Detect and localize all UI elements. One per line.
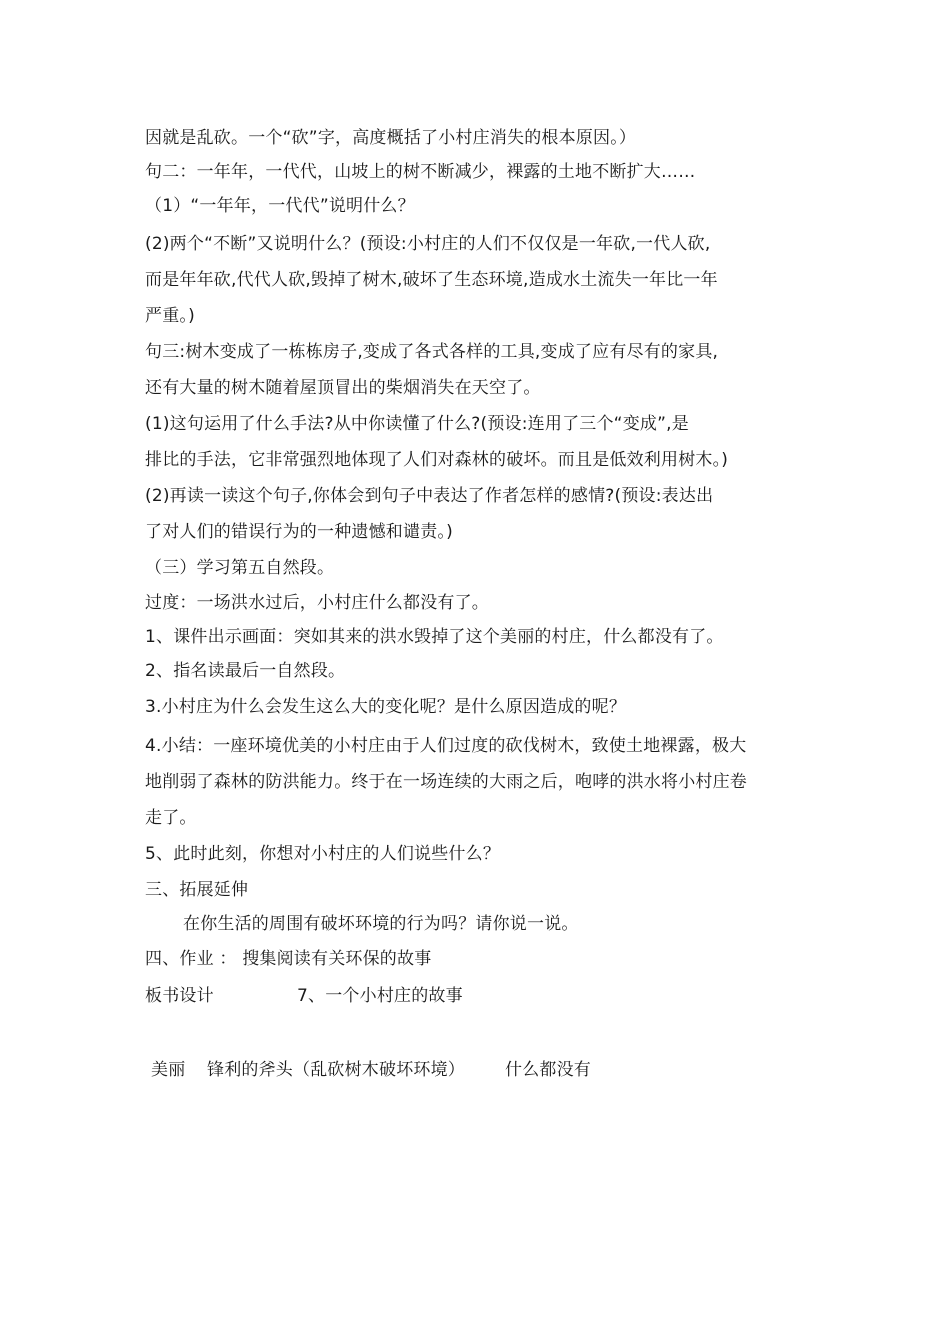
board-item-beautiful: 美丽 xyxy=(151,1060,186,1080)
section-heading: 三、拓展延伸 xyxy=(145,880,249,900)
text-line: 在你生活的周围有破坏环境的行为吗？请你说一说。 xyxy=(183,914,579,934)
board-design-title: 7、一个小村庄的故事 xyxy=(297,986,463,1006)
text-line: 过度：一场洪水过后，小村庄什么都没有了。 xyxy=(145,593,489,613)
text-line: 因就是乱砍。一个“砍”字，高度概括了小村庄消失的根本原因。） xyxy=(145,128,637,148)
text-line: 句二：一年年，一代代，山坡上的树不断减少，裸露的土地不断扩大…… xyxy=(145,162,696,182)
text-line: (1)这句运用了什么手法?从中你读懂了什么?(预设:连用了三个“变成”,是 xyxy=(145,414,689,434)
list-item: 5、此时此刻，你想对小村庄的人们说些什么？ xyxy=(145,844,501,864)
text-line: 还有大量的树木随着屋顶冒出的柴烟消失在天空了。 xyxy=(145,378,541,398)
text-line: 走了。 xyxy=(145,808,197,828)
text-line: (2)两个“不断”又说明什么？(预设:小村庄的人们不仅仅是一年砍,一代人砍, xyxy=(145,234,711,254)
board-item-nothing: 什么都没有 xyxy=(505,1060,591,1080)
text-line: （1）“一年年，一代代”说明什么？ xyxy=(145,196,415,216)
text-line: 句三:树木变成了一栋栋房子,变成了各式各样的工具,变成了应有尽有的家具, xyxy=(145,342,719,362)
list-item: 3.小村庄为什么会发生这么大的变化呢？是什么原因造成的呢？ xyxy=(145,697,627,717)
section-heading: （三）学习第五自然段。 xyxy=(145,558,335,578)
list-item: 1、课件出示画面：突如其来的洪水毁掉了这个美丽的村庄，什么都没有了。 xyxy=(145,627,724,647)
text-line: 严重。) xyxy=(145,306,195,326)
text-line: (2)再读一读这个句子,你体会到句子中表达了作者怎样的感情?(预设:表达出 xyxy=(145,486,714,506)
list-item: 4.小结：一座环境优美的小村庄由于人们过度的砍伐树木，致使土地裸露，极大 xyxy=(145,736,747,756)
text-line: 排比的手法，它非常强烈地体现了人们对森林的破坏。而且是低效利用树木。) xyxy=(145,450,729,470)
board-item-axe: 锋利的斧头（乱砍树木破坏环境） xyxy=(207,1060,465,1080)
text-line: 而是年年砍,代代人砍,毁掉了树木,破坏了生态环境,造成水土流失一年比一年 xyxy=(145,270,718,290)
section-heading: 四、作业 ： 搜集阅读有关环保的故事 xyxy=(145,949,432,969)
board-design-label: 板书设计 xyxy=(145,986,214,1006)
text-line: 了对人们的错误行为的一种遗憾和谴责。) xyxy=(145,522,453,542)
list-item: 2、指名读最后一自然段。 xyxy=(145,661,346,681)
text-line: 地削弱了森林的防洪能力。终于在一场连续的大雨之后，咆哮的洪水将小村庄卷 xyxy=(145,772,747,792)
